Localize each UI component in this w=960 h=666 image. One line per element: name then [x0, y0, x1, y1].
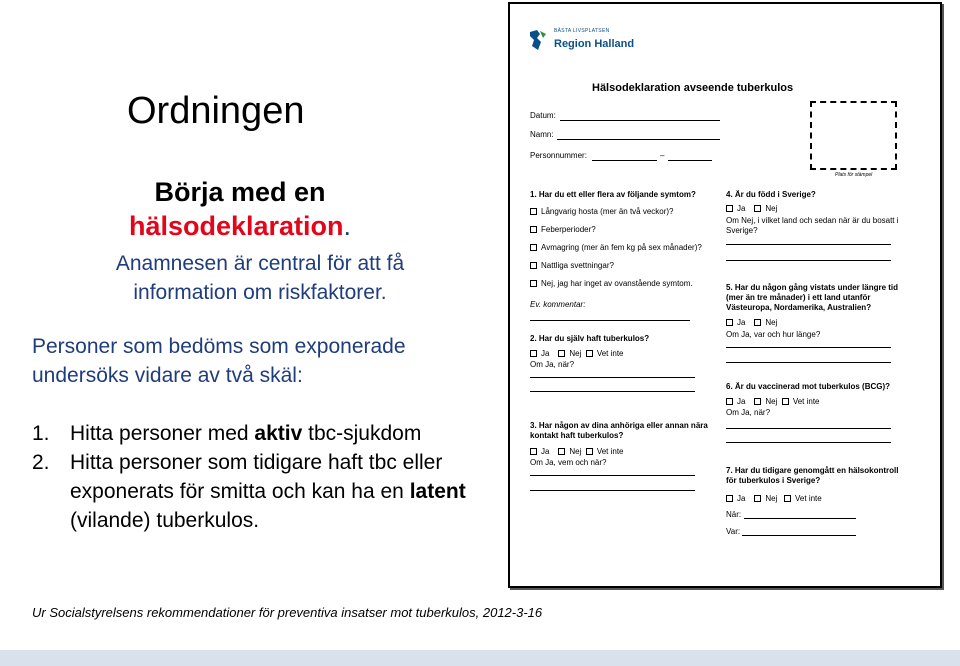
checkbox-icon [586, 448, 593, 455]
list-text-bold: aktiv [254, 422, 303, 445]
answer-line [742, 535, 856, 536]
q3-options [530, 447, 624, 457]
answer-line [530, 490, 695, 491]
personnummer-label: Personnummer: [530, 151, 587, 160]
checkbox-icon [726, 398, 733, 405]
question-1: 1. Har du ett eller flera av följande symtom? [530, 190, 696, 199]
checkbox-icon [726, 495, 733, 502]
region-halland-logo [528, 26, 653, 58]
q1-option [530, 279, 693, 289]
q1-option [530, 243, 702, 253]
lead-highlight: hälsodeklaration [128, 211, 344, 241]
answer-line [530, 475, 695, 476]
q7-nar-label: När: [726, 510, 742, 519]
para-line-1: Personer som bedöms som exponerade [32, 335, 406, 358]
checkbox-icon [530, 208, 537, 215]
checkbox-icon [782, 398, 789, 405]
list-text-pre: Hitta personer med [70, 422, 255, 445]
question-7-line-1: 7. Har du tidigare genomgått en hälsokontroll [726, 466, 899, 475]
anamnes-text [40, 249, 480, 307]
option-nej: Nej [765, 204, 778, 213]
option-ja: Ja [737, 204, 746, 213]
checkbox-icon [530, 244, 537, 251]
comment-label: Ev. kommentar: [530, 300, 586, 309]
list-number: 1. [32, 422, 50, 445]
logo-mark-icon [528, 28, 548, 52]
answer-line [744, 518, 856, 519]
answer-line [530, 377, 695, 378]
stamp-label: Plats för stämpel [835, 172, 873, 178]
namn-label: Namn: [530, 130, 554, 139]
q1-option-label: Långvarig hosta (mer än två veckor)? [541, 207, 674, 216]
personnummer-line-1 [592, 160, 657, 161]
option-nej: Nej [765, 397, 778, 406]
health-declaration-form [508, 2, 942, 588]
q6-options [726, 397, 820, 407]
option-nej: Nej [765, 318, 778, 327]
checkbox-icon [530, 350, 537, 357]
list-text-post: (vilande) tuberkulos. [70, 509, 260, 532]
checkbox-icon [586, 350, 593, 357]
logo-name: Region Halland [554, 38, 635, 50]
answer-line [726, 347, 891, 348]
question-7-line-2: för tuberkulos i Sverige? [726, 476, 821, 485]
list-number: 2. [32, 451, 50, 474]
question-3-line-1: 3. Har någon av dina anhöriga eller annan nära [530, 421, 708, 430]
q7-options [726, 494, 822, 504]
answer-line [530, 391, 695, 392]
datum-line [560, 120, 720, 121]
question-2: 2. Har du själv haft tuberkulos? [530, 334, 650, 343]
checkbox-icon [726, 319, 733, 326]
slide-title: Ordningen [127, 90, 305, 132]
lead-line-1: Börja med en [154, 177, 326, 207]
option-ja: Ja [737, 397, 746, 406]
logo-tagline: BÄSTA LIVSPLATSEN [554, 28, 610, 34]
checkbox-icon [530, 226, 537, 233]
option-nej: Nej [569, 349, 582, 358]
q6-follow: Om Ja, när? [726, 408, 771, 417]
q1-option [530, 261, 614, 271]
checkbox-icon [754, 495, 761, 502]
checkbox-icon [558, 448, 565, 455]
q2-follow: Om Ja, när? [530, 360, 575, 369]
checkbox-icon [754, 398, 761, 405]
q4-follow-line-1: Om Nej, i vilket land och sedan när är du bosatt i [726, 216, 899, 225]
checkbox-icon [530, 280, 537, 287]
lead-dot: . [343, 211, 352, 241]
option-ja: Ja [737, 318, 746, 327]
answer-line [726, 260, 891, 261]
option-ja: Ja [541, 349, 550, 358]
q1-option [530, 207, 674, 217]
question-3-line-2: kontakt haft tuberkulos? [530, 431, 624, 440]
exposure-paragraph [32, 332, 492, 390]
answer-line [726, 442, 891, 443]
option-nej: Nej [569, 447, 582, 456]
personnummer-dash: – [660, 151, 665, 160]
reason-list [32, 419, 492, 535]
q1-option [530, 225, 596, 235]
form-title: Hälsodeklaration avseende tuberkulos [592, 82, 794, 94]
question-4: 4. Är du född i Sverige? [726, 190, 816, 199]
lead-text [60, 175, 420, 243]
datum-label: Datum: [530, 111, 556, 120]
question-5-line-3: Västeuropa, Nordamerika, Australien? [726, 303, 872, 312]
anamnes-line-1: Anamnesen är central för att få [115, 252, 405, 275]
question-5-line-2: (mer än tre månader) i ett land utanför [726, 293, 871, 302]
comment-line [530, 320, 690, 321]
citation: Ur Socialstyrelsens rekommendationer för preventiva insatser mot tuberkulos, 2012-3-16 [32, 605, 543, 620]
checkbox-icon [558, 350, 565, 357]
list-item [32, 419, 492, 448]
q5-follow: Om Ja, var och hur länge? [726, 330, 821, 339]
list-text-post: tbc-sjukdom [302, 422, 422, 445]
checkbox-icon [784, 495, 791, 502]
q4-options [726, 204, 777, 214]
list-item [32, 448, 492, 535]
answer-line [726, 244, 891, 245]
q7-var-label: Var: [726, 527, 741, 536]
footer-bar [0, 650, 960, 666]
answer-line [726, 362, 891, 363]
para-line-2: undersöks vidare av två skäl: [32, 364, 303, 387]
q4-follow-line-2: Sverige? [726, 226, 758, 235]
stamp-area [810, 101, 897, 170]
personnummer-line-2 [668, 160, 712, 161]
option-vet-inte: Vet inte [596, 349, 624, 358]
q1-option-label: Feberperioder? [541, 225, 596, 234]
checkbox-icon [530, 448, 537, 455]
checkbox-icon [530, 262, 537, 269]
checkbox-icon [726, 205, 733, 212]
checkbox-icon [754, 319, 761, 326]
option-vet-inte: Vet inte [596, 447, 624, 456]
q1-option-label: Nattliga svettningar? [541, 261, 614, 270]
question-6: 6. Är du vaccinerad mot tuberkulos (BCG)? [726, 382, 891, 391]
option-vet-inte: Vet inte [792, 397, 820, 406]
checkbox-icon [754, 205, 761, 212]
q5-options [726, 318, 777, 328]
list-text-pre: Hitta personer som tidigare haft tbc eller exponerats för smitta och kan ha en [70, 451, 443, 503]
option-ja: Ja [541, 447, 550, 456]
list-text-bold: latent [409, 480, 466, 503]
q2-options [530, 349, 624, 359]
anamnes-line-2: information om riskfaktorer. [133, 281, 387, 304]
namn-line [557, 139, 720, 140]
answer-line [726, 428, 891, 429]
option-ja: Ja [737, 494, 746, 503]
q3-follow: Om Ja, vem och när? [530, 458, 607, 467]
q1-option-label: Avmagring (mer än fem kg på sex månader)? [541, 243, 702, 252]
q1-option-label: Nej, jag har inget av ovanstående symtom. [541, 279, 693, 288]
option-vet-inte: Vet inte [795, 494, 822, 503]
option-nej: Nej [765, 494, 778, 503]
lead-line-2 [60, 209, 420, 243]
question-5-line-1: 5. Har du någon gång vistats under längre tid [726, 283, 899, 292]
